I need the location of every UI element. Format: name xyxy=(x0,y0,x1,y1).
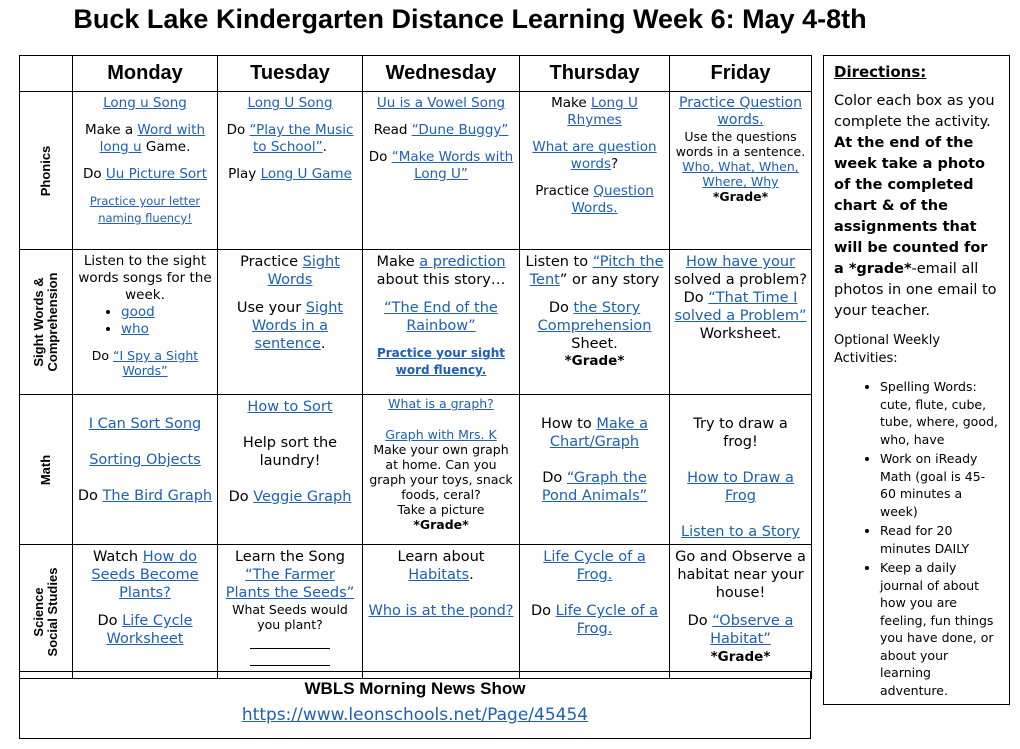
row-header-phonics xyxy=(20,92,73,250)
cell-phonics-monday xyxy=(73,92,218,250)
text: Sheet. xyxy=(571,336,618,352)
news-show-box xyxy=(19,671,811,739)
text: Go and Observe a habitat near your house! xyxy=(675,549,806,601)
link-i-spy-sight-words[interactable]: “I Spy a Sight Words” xyxy=(113,348,199,378)
optional-activities-heading: Optional Weekly Activities: xyxy=(834,333,941,366)
link-what-is-a-graph[interactable]: What is a graph? xyxy=(388,396,494,411)
cell-math-tuesday xyxy=(218,395,363,545)
answer-blank[interactable] xyxy=(250,638,330,649)
cell-sight-friday xyxy=(670,250,812,395)
grade-label: *Grade* xyxy=(712,189,769,204)
link-who[interactable]: who xyxy=(121,321,149,337)
link-seeds-become-plants[interactable]: How do Seeds Become Plants? xyxy=(91,549,199,601)
header-row xyxy=(20,56,812,92)
list-item: • Keep a daily journal of about how you are feeling, fun things you have done, or about your learning adventure. xyxy=(880,559,1001,699)
link-farmer-plants-seeds[interactable]: “The Farmer Plants the Seeds” xyxy=(225,567,355,601)
cell-math-thursday xyxy=(520,395,670,545)
link-letter-naming-fluency[interactable]: Practice your letter naming fluency! xyxy=(89,194,201,225)
link-pitch-the-tent[interactable]: “Pitch the Tent xyxy=(529,254,664,288)
cell-sight-thursday xyxy=(520,250,670,395)
text: Make xyxy=(376,254,420,270)
link-sorting-objects[interactable]: Sorting Objects xyxy=(89,452,201,468)
row-label-phonics: Phonics xyxy=(38,145,53,196)
list-item: • Spelling Words: cute, flute, cube, tube, where, good, who, have xyxy=(880,378,1001,448)
link-sight-word-fluency[interactable]: Practice your sight word fluency. xyxy=(376,346,506,377)
text: Do xyxy=(82,166,106,182)
day-header-wednesday: Wednesday xyxy=(363,56,520,92)
text: ” or any story xyxy=(559,272,660,288)
text: Do xyxy=(97,613,123,629)
row-header-sight-words xyxy=(20,250,73,395)
row-label-math: Math xyxy=(38,454,53,485)
link-habitats[interactable]: Habitats xyxy=(408,567,470,583)
list-item xyxy=(121,321,213,338)
link-question-words[interactable]: What are question words xyxy=(532,139,657,172)
link-sight-words[interactable]: Sight Words xyxy=(267,254,340,288)
text: Play xyxy=(228,166,261,182)
cell-math-wednesday xyxy=(363,395,520,545)
optional-activities-list xyxy=(834,378,1001,699)
cell-phonics-thursday xyxy=(520,92,670,250)
cell-phonics-tuesday xyxy=(218,92,363,250)
link-who-is-at-pond[interactable]: Who is at the pond? xyxy=(368,603,514,619)
link-play-the-music[interactable]: “Play the Music to School” xyxy=(249,122,354,155)
news-show-title: WBLS Morning News Show xyxy=(304,679,526,698)
directions-heading: Directions: xyxy=(834,63,927,81)
label-line: Social Studies xyxy=(45,567,60,656)
text: Learn about xyxy=(397,549,485,565)
link-how-to-draw-frog[interactable]: How to Draw a Frog xyxy=(687,470,794,504)
link-graph-with-mrs-k[interactable]: Graph with Mrs. K xyxy=(385,427,497,442)
link-i-can-sort-song[interactable]: I Can Sort Song xyxy=(88,416,202,432)
link-long-u-rhymes[interactable]: Long U Rhymes xyxy=(567,95,638,128)
list-item: • Read for 20 minutes DAILY xyxy=(880,522,1001,557)
directions-panel xyxy=(823,55,1010,705)
row-label-sight-words xyxy=(32,273,60,372)
list-item: • Work on iReady Math (goal is 45-60 minutes a week) xyxy=(880,450,1001,520)
link-dune-buggy[interactable]: “Dune Buggy” xyxy=(411,122,509,138)
page-title: Buck Lake Kindergarten Distance Learning Week 6: May 4-8th xyxy=(73,4,867,34)
link-uu-picture-sort[interactable]: Uu Picture Sort xyxy=(105,166,208,182)
link-graph-pond-animals[interactable]: “Graph the Pond Animals” xyxy=(541,470,648,504)
text: Do xyxy=(530,603,556,619)
grade-label: *Grade* xyxy=(564,353,625,369)
link-observe-a-habitat[interactable]: “Observe a Habitat” xyxy=(710,613,794,647)
grade-label: *Grade* xyxy=(710,649,771,665)
cell-phonics-friday xyxy=(670,92,812,250)
link-practice-question-words-fri[interactable]: Practice Question words. xyxy=(679,95,802,128)
link-bird-graph[interactable]: The Bird Graph xyxy=(102,488,213,504)
link-make-a-chart[interactable]: Make a Chart/Graph xyxy=(549,416,649,450)
text: Take a picture xyxy=(397,502,485,517)
text: How to xyxy=(540,416,597,432)
text: Do xyxy=(91,348,114,363)
science-row xyxy=(20,545,812,679)
text-bold: At the end of the week take a photo of the completed chart & of the assignments that will be counted for a *grade* xyxy=(834,135,988,277)
cell-science-tuesday xyxy=(218,545,363,679)
link-that-time-i-solved[interactable]: “That Time I solved a Problem” xyxy=(674,290,807,324)
phonics-row xyxy=(20,92,812,250)
text: Use the questions words in a sentence. xyxy=(675,129,806,159)
text: Make xyxy=(551,95,591,111)
label-line: Science xyxy=(31,586,46,637)
link-who-what-when[interactable]: Who, What, When, Where, Why xyxy=(682,159,799,189)
sight-words-row xyxy=(20,250,812,395)
text: . xyxy=(322,139,327,155)
day-header-thursday: Thursday xyxy=(520,56,670,92)
text: Listen to the sight words songs for the week. xyxy=(78,253,212,303)
text: -email all photos in one email to your teacher. xyxy=(834,261,997,319)
cell-science-friday xyxy=(670,545,812,679)
text: Make your own graph at home. Can you graph your toys, snack foods, ceral? xyxy=(369,442,513,502)
text: Do xyxy=(228,489,254,505)
cell-sight-monday xyxy=(73,250,218,395)
cell-math-friday xyxy=(670,395,812,545)
link-how-have-your[interactable]: How have your xyxy=(685,254,796,270)
sight-word-list xyxy=(77,304,213,338)
link-good[interactable]: good xyxy=(121,304,155,320)
corner-cell xyxy=(20,56,73,92)
cell-sight-wednesday xyxy=(363,250,520,395)
weekly-schedule-table xyxy=(19,55,812,679)
link-end-of-rainbow[interactable]: “The End of the Rainbow” xyxy=(384,300,498,334)
link-life-cycle-worksheet[interactable]: Life Cycle Worksheet xyxy=(106,613,193,647)
link-a-prediction[interactable]: a prediction xyxy=(419,254,506,270)
text: solved a problem? Do xyxy=(674,272,807,306)
text: Worksheet. xyxy=(699,326,782,342)
math-row xyxy=(20,395,812,545)
text: . xyxy=(469,567,474,583)
text: Try to draw a frog! xyxy=(693,416,788,450)
cell-sight-tuesday xyxy=(218,250,363,395)
text: Do xyxy=(368,149,392,165)
label-line: Sight Words & xyxy=(31,277,46,367)
cell-math-monday xyxy=(73,395,218,545)
text: Watch xyxy=(92,549,143,565)
text: Do xyxy=(77,488,103,504)
link-long-u-song-tue[interactable]: Long U Song xyxy=(247,95,333,111)
text: Practice xyxy=(240,254,303,270)
link-long-u-song[interactable]: Long u Song xyxy=(103,95,187,111)
day-header-tuesday: Tuesday xyxy=(218,56,363,92)
directions-text xyxy=(834,91,1001,322)
news-show-link[interactable]: https://www.leonschools.net/Page/45454 xyxy=(241,705,589,725)
link-life-cycle-frog[interactable]: Life Cycle of a Frog. xyxy=(543,549,646,583)
row-header-math xyxy=(20,395,73,545)
day-header-monday: Monday xyxy=(73,56,218,92)
label-line: Comprehension xyxy=(45,272,60,372)
link-make-words-long-u[interactable]: “Make Words with Long U” xyxy=(391,149,514,182)
cell-science-monday xyxy=(73,545,218,679)
text: Game. xyxy=(141,139,191,155)
text: about this story… xyxy=(376,272,506,288)
cell-science-wednesday xyxy=(363,545,520,679)
link-story-comprehension[interactable]: the Story Comprehension xyxy=(537,300,652,334)
text: Read xyxy=(373,122,412,138)
text: Do xyxy=(548,300,574,316)
text: Do xyxy=(542,470,567,486)
link-life-cycle-frog-2[interactable]: Life Cycle of a Frog. xyxy=(555,603,659,637)
answer-blank[interactable] xyxy=(250,655,330,666)
text: Use your xyxy=(236,300,306,316)
text: Help sort the laundry! xyxy=(242,435,338,469)
list-item xyxy=(121,304,213,321)
link-listen-to-story[interactable]: Listen to a Story xyxy=(680,524,801,540)
link-word-with-long-u[interactable]: Word with long u xyxy=(99,122,206,155)
grade-label: *Grade* xyxy=(413,517,469,532)
text: Do xyxy=(687,613,713,629)
link-how-to-sort[interactable]: How to Sort xyxy=(247,399,333,415)
text: . xyxy=(320,336,326,352)
link-long-u-game[interactable]: Long U Game xyxy=(260,166,352,182)
cell-phonics-wednesday xyxy=(363,92,520,250)
row-header-science xyxy=(20,545,73,679)
text: Color each box as you complete the activity. xyxy=(834,93,995,130)
day-header-friday: Friday xyxy=(670,56,812,92)
link-uu-vowel-song[interactable]: Uu is a Vowel Song xyxy=(376,95,506,111)
link-practice-question-words[interactable]: Question Words. xyxy=(571,183,654,216)
text: What Seeds would you plant? xyxy=(232,602,348,632)
text: Practice xyxy=(535,183,594,199)
text: Learn the Song xyxy=(234,549,345,565)
link-sight-words-sentence[interactable]: Sight Words in a sentence xyxy=(251,300,344,352)
text: Listen to xyxy=(525,254,593,270)
cell-science-thursday xyxy=(520,545,670,679)
text: ? xyxy=(611,156,619,172)
row-label-science xyxy=(32,567,60,656)
text: Make a xyxy=(84,122,138,138)
link-veggie-graph[interactable]: Veggie Graph xyxy=(253,489,352,505)
text: Do xyxy=(226,122,250,138)
